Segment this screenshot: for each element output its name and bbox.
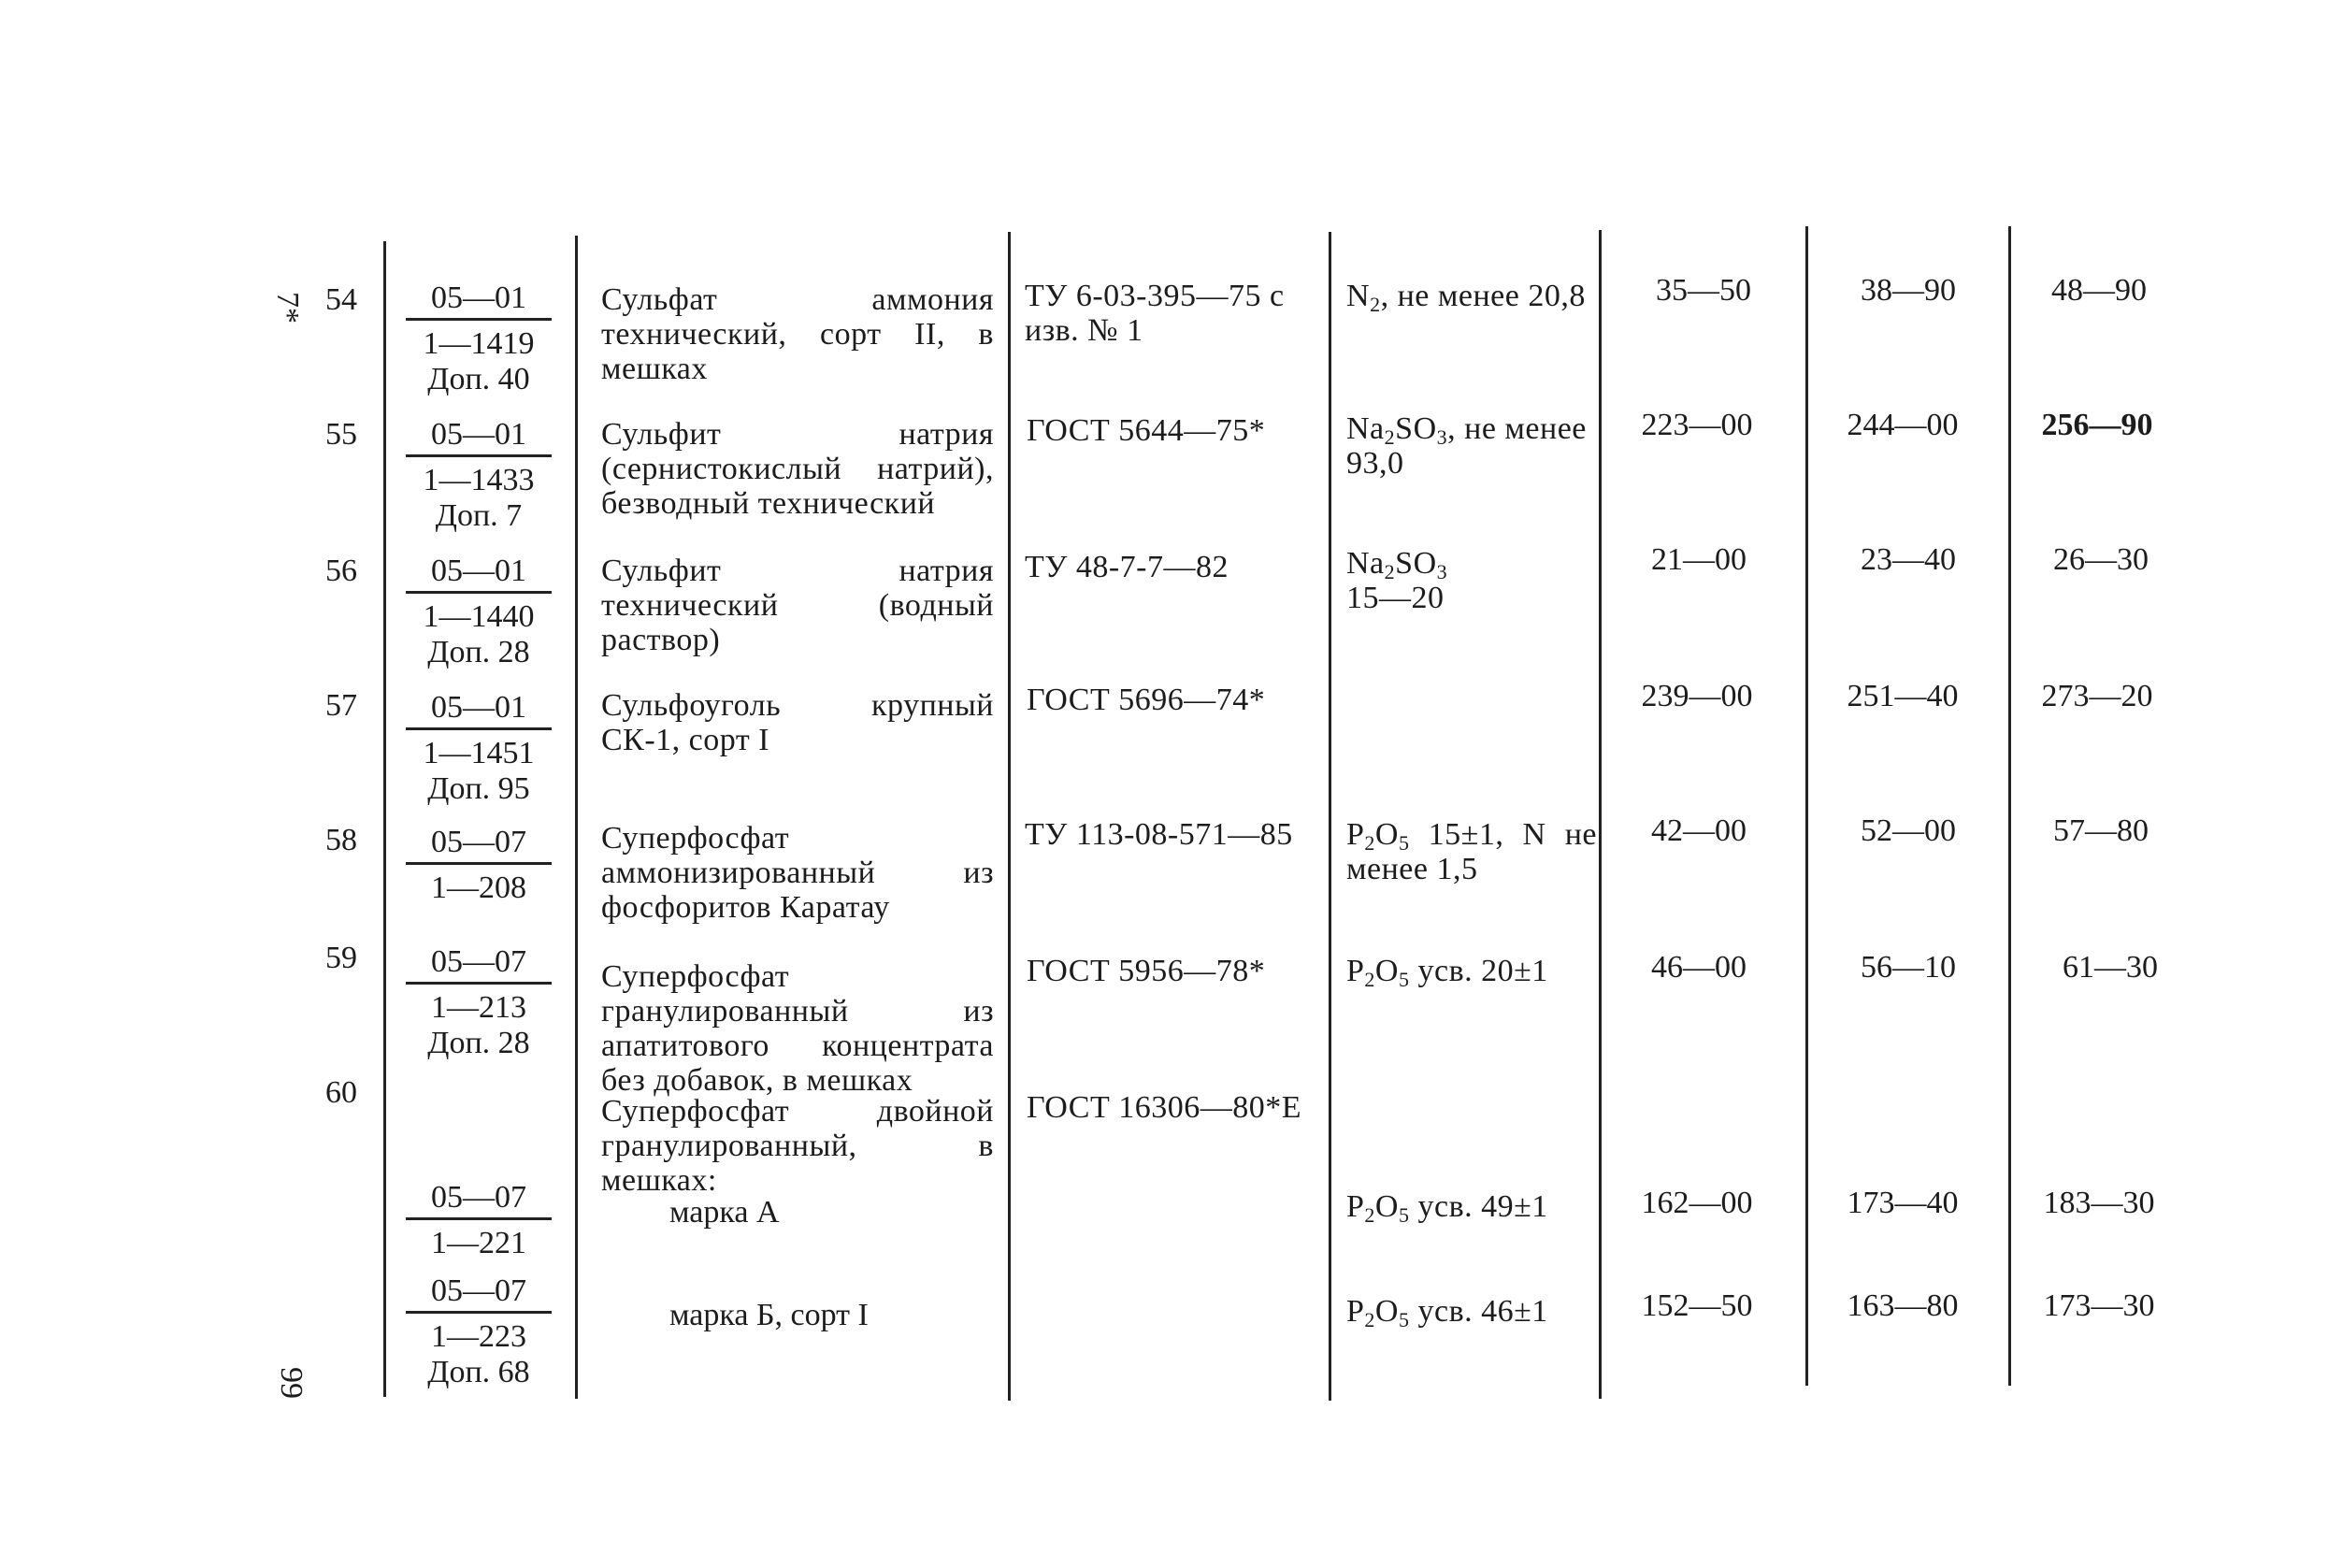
standard-doc: ТУ 6-03-395—75 с изв. № 1 [1025,279,1285,348]
code-fraction [406,281,552,397]
code-fraction [406,417,552,534]
column-rule [2008,226,2011,1386]
price-3: 48—90 [2051,273,2147,308]
code-numerator: 05—01 [406,281,552,321]
price-3: 173—30 [2043,1288,2155,1323]
composition: $Na_2SO_3$, не менее 93,0 [1346,411,1587,481]
product-name: Суперфосфат гранулированный из апатитового концентрата без добавок, в мешках [601,959,994,1098]
code-denominator: 1—213 [431,990,526,1025]
code-addendum: Доп. 7 [435,498,523,533]
code-numerator: 05—07 [406,1273,552,1314]
code-numerator: 05—07 [406,944,552,985]
code-numerator: 05—07 [406,1180,552,1220]
price-2: 244—00 [1847,408,1959,442]
code-fraction [406,554,552,670]
page-number: 99 [274,1367,309,1399]
column-rule [1805,226,1808,1386]
code-addendum: Доп. 28 [427,635,530,669]
product-name: Сульфоуголь крупный СК-1, сорт I [601,688,994,757]
price-1: 46—00 [1651,950,1747,985]
code-numerator: 05—07 [406,825,552,865]
code-fraction [406,1180,552,1261]
code-denominator: 1—221 [431,1226,526,1260]
standard-doc: ГОСТ 16306—80*Е [1027,1090,1301,1125]
column-rule [575,236,578,1399]
code-addendum: Доп. 68 [427,1355,530,1389]
code-numerator: 05—01 [406,554,552,594]
row-number: 57 [325,688,357,723]
product-name: Суперфосфат двойной гранулированный, в мешках: [601,1094,994,1198]
price-1: 35—50 [1656,273,1751,308]
price-3: 57—80 [2053,813,2149,848]
row-number: 59 [325,941,357,975]
price-3: 256—90 [2041,408,2153,442]
composition: $P_2O_5$ усв. 49±1 [1346,1189,1548,1227]
column-rule [1329,232,1331,1401]
price-2: 251—40 [1847,679,1959,713]
composition: $Na_2SO_3$ 15—20 [1346,546,1448,615]
code-denominator: 1—1451 [423,736,535,770]
code-denominator: 1—1433 [423,463,535,497]
price-2: 56—10 [1861,950,1956,985]
composition: $P_2O_5$ 15±1, N не менее 1,5 [1346,817,1597,886]
code-numerator: 05—01 [406,417,552,457]
standard-doc: ГОСТ 5644—75* [1027,413,1266,448]
price-1: 21—00 [1651,542,1747,577]
price-3: 183—30 [2043,1186,2155,1220]
price-3: 26—30 [2053,542,2149,577]
code-denominator: 1—223 [431,1319,526,1354]
price-1: 42—00 [1651,813,1747,848]
standard-doc: ГОСТ 5696—74* [1027,683,1266,717]
product-name: Суперфосфат аммонизированный из фосфоритов Каратау [601,821,994,925]
code-fraction [406,944,552,1061]
price-3: 273—20 [2041,679,2153,713]
price-2: 38—90 [1861,273,1956,308]
code-fraction [406,690,552,807]
price-1: 239—00 [1641,679,1753,713]
column-rule [1599,230,1602,1399]
row-number: 58 [325,823,357,857]
price-1: 223—00 [1641,408,1753,442]
composition: $P_2O_5$ усв. 20±1 [1346,954,1548,991]
code-denominator: 1—208 [431,870,526,905]
code-numerator: 05—01 [406,690,552,730]
price-2: 173—40 [1847,1186,1959,1220]
composition: $N_2$, не менее 20,8 [1346,279,1586,316]
composition: $P_2O_5$ усв. 46±1 [1346,1294,1548,1331]
code-fraction [406,1273,552,1390]
code-addendum: Доп. 40 [427,362,530,396]
price-2: 163—80 [1847,1288,1959,1323]
standard-doc: ГОСТ 5956—78* [1027,954,1266,988]
price-2: 23—40 [1861,542,1956,577]
row-number: 60 [325,1075,357,1110]
code-fraction [406,825,552,906]
code-addendum: Доп. 28 [427,1026,530,1060]
product-name: Сульфит натрия технический (водный раствор) [601,554,994,657]
code-denominator: 1—1419 [423,326,535,361]
row-number: 55 [325,417,357,452]
grade-name: марка А [669,1195,780,1230]
column-rule [383,241,386,1397]
row-number: 54 [325,282,357,317]
row-number: 56 [325,554,357,588]
price-1: 152—50 [1641,1288,1753,1323]
product-name: Сульфат аммония технический, сорт II, в мешках [601,282,994,386]
page-mark-top: 7* [270,292,305,324]
standard-doc: ТУ 113-08-571—85 [1025,817,1293,852]
grade-name: марка Б, сорт I [669,1298,869,1332]
code-addendum: Доп. 95 [427,771,530,806]
price-3: 61—30 [2063,950,2158,985]
product-name: Сульфит натрия (сернистокислый натрий), безводный технический [601,417,994,521]
code-denominator: 1—1440 [423,599,535,634]
column-rule [1008,232,1011,1401]
price-2: 52—00 [1861,813,1956,848]
standard-doc: ТУ 48-7-7—82 [1025,550,1229,584]
price-1: 162—00 [1641,1186,1753,1220]
